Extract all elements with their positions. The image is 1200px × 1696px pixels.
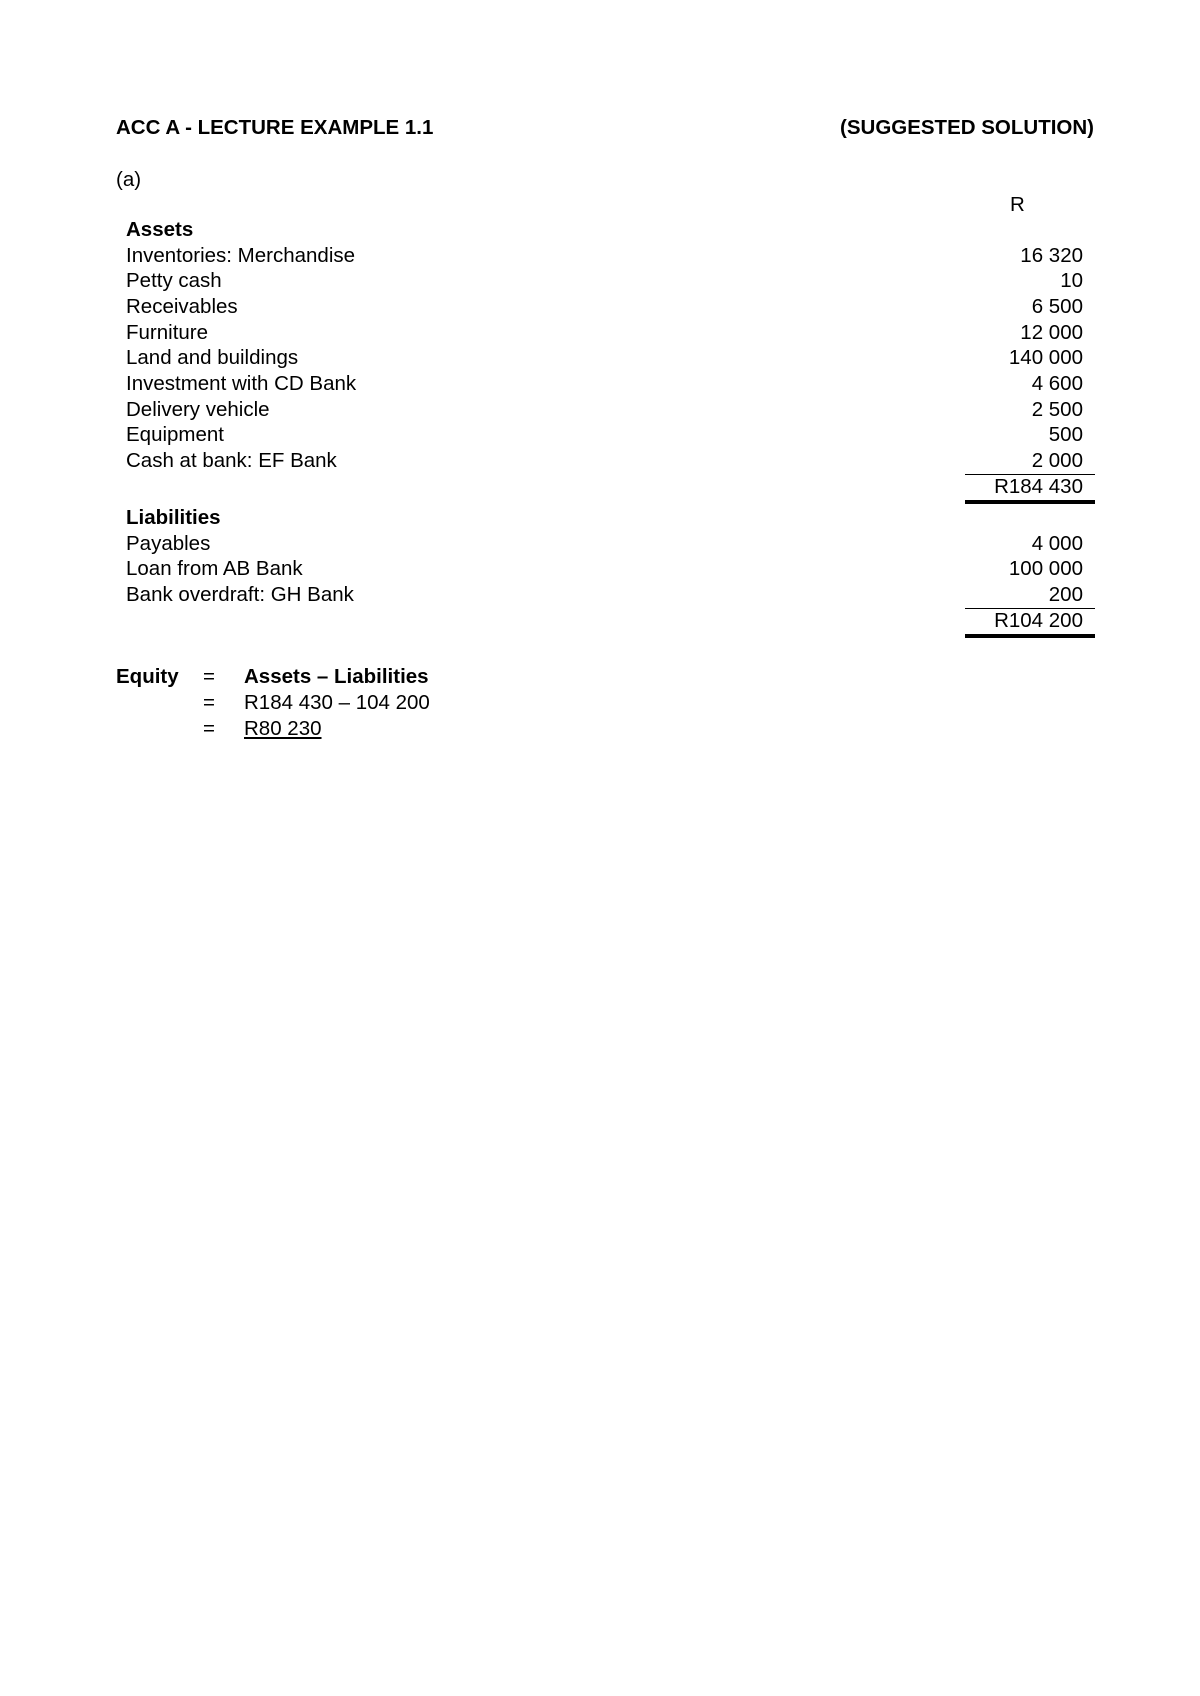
asset-amount: 12 000 [1020,321,1083,344]
document-subtitle: (SUGGESTED SOLUTION) [840,116,1094,139]
asset-label: Inventories: Merchandise [126,244,356,267]
liability-label: Payables [126,532,211,555]
liabilities-total: R104 200 [994,609,1083,632]
asset-amount: 500 [1048,423,1083,446]
liabilities-total-double-rule [965,634,1095,638]
equity-result: R80 230 [244,717,322,740]
equity-label: Equity [116,665,179,688]
asset-label: Cash at bank: EF Bank [126,449,337,472]
equals-sign: = [203,665,215,688]
asset-label: Receivables [126,295,238,318]
currency-heading: R [1010,193,1025,216]
asset-amount: 10 [1060,269,1083,292]
document-title: ACC A - LECTURE EXAMPLE 1.1 [116,116,434,139]
equals-sign: = [203,717,215,740]
asset-label: Petty cash [126,269,222,292]
asset-amount: 16 320 [1020,244,1083,267]
liability-amount: 4 000 [1031,532,1083,555]
asset-label: Investment with CD Bank [126,372,357,395]
liability-label: Bank overdraft: GH Bank [126,583,354,606]
assets-total: R184 430 [994,475,1083,498]
part-label: (a) [116,168,142,191]
equals-sign: = [203,691,215,714]
asset-label: Furniture [126,321,209,344]
asset-amount: 140 000 [1008,346,1083,369]
assets-total-double-rule [965,500,1095,504]
liability-amount: 200 [1048,583,1083,606]
liability-amount: 100 000 [1008,557,1083,580]
assets-heading: Assets [126,218,194,241]
asset-label: Equipment [126,423,225,446]
asset-amount: 2 500 [1031,398,1083,421]
liability-label: Loan from AB Bank [126,557,303,580]
asset-amount: 6 500 [1031,295,1083,318]
asset-label: Land and buildings [126,346,299,369]
equity-calculation: R184 430 – 104 200 [244,691,430,714]
liabilities-heading: Liabilities [126,506,221,529]
asset-label: Delivery vehicle [126,398,270,421]
asset-amount: 4 600 [1031,372,1083,395]
asset-amount: 2 000 [1031,449,1083,472]
equity-formula: Assets – Liabilities [244,665,429,688]
